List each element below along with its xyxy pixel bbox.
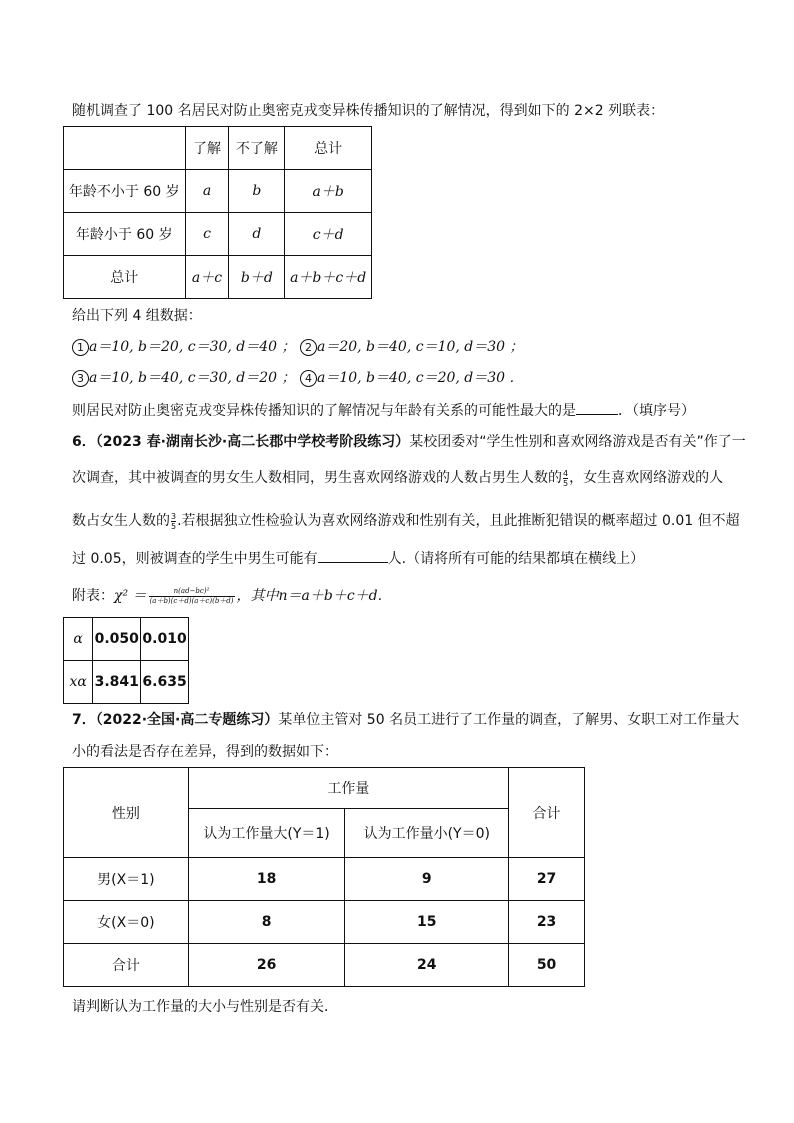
table-row: [64, 256, 372, 299]
q7-line-2: 小的看法是否存在差异，得到的数据如下：: [72, 744, 338, 760]
table-header-row: [64, 768, 585, 809]
q5-question: [72, 400, 695, 421]
fraction-three-fifths: [171, 512, 176, 531]
frac-num: 4: [563, 468, 569, 478]
q5-ask: 则居民对防止奥密克戎变异株传播知识的了解情况与年龄有关系的可能性最大的是: [72, 403, 576, 419]
table-row: [64, 661, 189, 704]
table-cell: [64, 127, 186, 170]
table-cell: 8: [188, 901, 345, 944]
table-cell: a＋c: [185, 256, 229, 299]
option-3: a＝10, b＝40, c＝30, d＝20 ；: [89, 370, 296, 386]
q6-text: 人.（请将所有可能的结果都填在横线上）: [387, 551, 645, 567]
table-cell: 26: [188, 944, 345, 987]
option-marker: 1: [72, 339, 89, 356]
table-cell: xα: [64, 661, 93, 704]
table-cell: 合计: [509, 768, 585, 858]
q6-line-2: [72, 468, 723, 488]
table-cell: 15: [345, 901, 509, 944]
q6-line-3: [72, 511, 740, 531]
option-2: a＝20, b＝40, c＝10, d＝30 ；: [316, 339, 524, 355]
option-marker: 3: [72, 370, 89, 387]
frac-num: n(ad−bc)²: [149, 587, 235, 597]
table-row: [64, 213, 372, 256]
q5-tail: ．（填序号）: [618, 403, 695, 419]
table-cell: a＋b: [285, 170, 372, 213]
table-cell: 18: [188, 858, 345, 901]
option-marker: 2: [300, 339, 317, 356]
table-cell: c: [185, 213, 229, 256]
q6-text: ，女生喜欢网络游戏的人: [569, 470, 724, 486]
q6-text: 某校团委对“学生性别和喜欢网络游戏是否有关”作了一: [409, 434, 746, 450]
appendix-label: 附表：: [72, 588, 114, 604]
table-header-row: [64, 127, 372, 170]
options-line-2: [72, 368, 524, 388]
table-row: [64, 901, 585, 944]
frac-num: 3: [171, 511, 177, 521]
option-4: a＝10, b＝40, c＝20, d＝30 ．: [316, 370, 524, 386]
q6-text: 次调查，其中被调查的男女生人数相同，男生喜欢网络游戏的人数占男生人数的: [72, 470, 562, 486]
chi-square-fraction: [149, 587, 235, 606]
table-cell: b＋d: [229, 256, 285, 299]
table-cell: 总计: [64, 256, 186, 299]
table-cell: 50: [509, 944, 585, 987]
table-cell: 总计: [285, 127, 372, 170]
table-cell: a＋b＋c＋d: [285, 256, 372, 299]
table-cell: 23: [509, 901, 585, 944]
q6-line-1: [72, 432, 746, 452]
table-cell: 不了解: [229, 127, 285, 170]
table-cell: 女(X＝0): [64, 901, 189, 944]
table-row: [64, 170, 372, 213]
q7-text: 某单位主管对 50 名员工进行了工作量的调查，了解男、女职工对工作量大: [278, 712, 740, 728]
critical-value-table: [63, 617, 189, 704]
table-cell: 0.010: [141, 618, 189, 661]
table-cell: 年龄小于 60 岁: [64, 213, 186, 256]
table-cell: 3.841: [93, 661, 141, 704]
option-marker: 4: [300, 370, 317, 387]
table-cell: 工作量: [188, 768, 508, 809]
table-cell: 6.635: [141, 661, 189, 704]
table-cell: 了解: [185, 127, 229, 170]
table-cell: a: [185, 170, 229, 213]
options-line-1: [72, 337, 524, 357]
table-cell: 0.050: [93, 618, 141, 661]
table-cell: 9: [345, 858, 509, 901]
given-label: 给出下列 4 组数据：: [72, 308, 202, 324]
q7-source: （2022·全国·高二专题练习）: [95, 712, 279, 728]
table-row: [64, 944, 585, 987]
frac-den: 5: [171, 521, 177, 531]
chi-square-lhs: χ² ＝: [114, 588, 147, 604]
table-cell: 性别: [64, 768, 189, 858]
workload-table: [63, 767, 585, 987]
table-cell: 男(X＝1): [64, 858, 189, 901]
q6-appendix: [72, 586, 382, 606]
table-row: [64, 618, 189, 661]
q7-question: 请判断认为工作量的大小与性别是否有关．: [72, 999, 338, 1015]
contingency-table: [63, 126, 372, 299]
q6-source: （2023 春·湖南长沙·高二长郡中学校考阶段练习）: [95, 434, 410, 450]
option-1: a＝10, b＝20, c＝30, d＝40 ；: [89, 339, 296, 355]
table-row: [64, 858, 585, 901]
q6-number: 6．: [72, 434, 96, 450]
q6-text: 过 0.05，则被调查的学生中男生可能有: [72, 551, 318, 567]
table-cell: 认为工作量大(Y＝1): [188, 809, 345, 858]
table-cell: 合计: [64, 944, 189, 987]
intro-text: 随机调查了 100 名居民对防止奥密克戎变异株传播知识的了解情况，得到如下的 2×2 列联表：: [72, 103, 665, 119]
q6-text: .若根据独立性检验认为喜欢网络游戏和性别有关，且此推断犯错误的概率超过 0.01 但不超: [177, 513, 740, 529]
answer-blank: [576, 400, 618, 415]
chi-square-where: ，其中n＝a＋b＋c＋d.: [236, 588, 383, 604]
table-cell: α: [64, 618, 93, 661]
table-cell: d: [229, 213, 285, 256]
table-cell: b: [229, 170, 285, 213]
table-cell: 认为工作量小(Y＝0): [345, 809, 509, 858]
table-cell: c＋d: [285, 213, 372, 256]
q6-line-4: [72, 548, 644, 569]
table-cell: 年龄不小于 60 岁: [64, 170, 186, 213]
table-cell: 27: [509, 858, 585, 901]
q7-number: 7．: [72, 712, 96, 728]
frac-den: 5: [563, 478, 569, 488]
table-cell: 24: [345, 944, 509, 987]
fraction-four-fifths: [563, 469, 568, 488]
frac-den: (a＋b)(c＋d)(a＋c)(b＋d): [149, 596, 234, 605]
q6-text: 数占女生人数的: [72, 513, 170, 529]
q7-line-1: [72, 710, 739, 730]
answer-blank: [318, 548, 388, 563]
